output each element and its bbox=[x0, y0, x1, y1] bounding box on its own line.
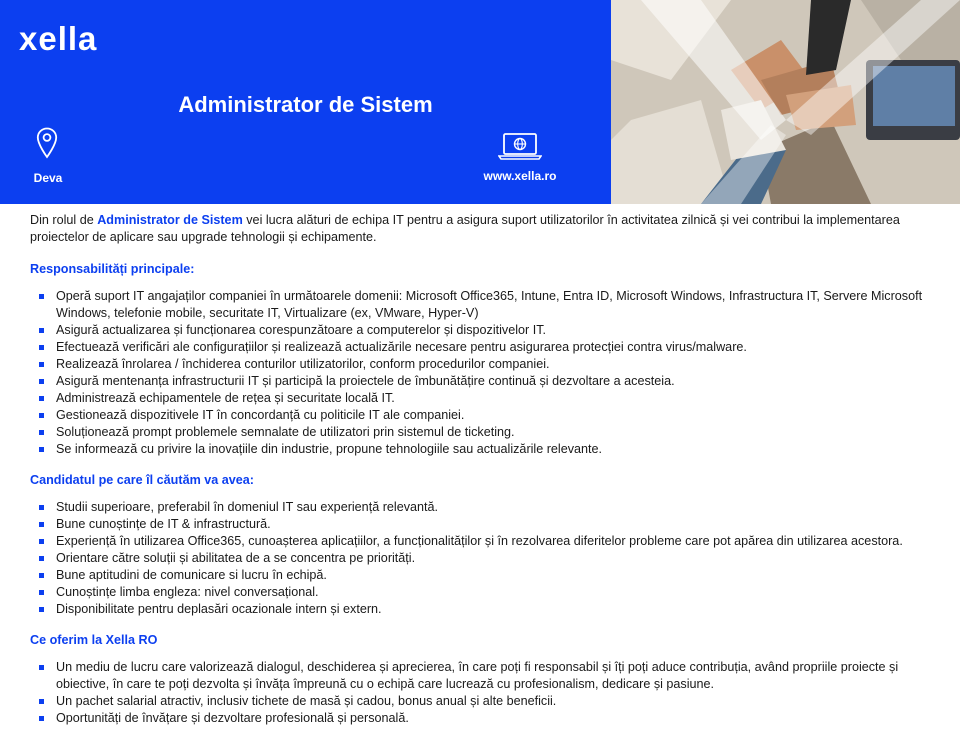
xella-logo: xella bbox=[19, 20, 98, 57]
list-item: Asigură actualizarea și funcționarea corespunzătoare a computerelor și dispozitivelor IT. bbox=[30, 322, 938, 339]
intro-paragraph bbox=[30, 212, 938, 246]
list-item: Bune aptitudini de comunicare si lucru în echipă. bbox=[30, 567, 938, 584]
header-banner bbox=[0, 0, 960, 204]
list-item: Oportunități de învățare și dezvoltare profesională și personală. bbox=[30, 710, 938, 727]
list-item: Cunoștințe limba engleza: nivel conversațional. bbox=[30, 584, 938, 601]
team-hands-photo bbox=[611, 0, 960, 204]
website-link[interactable]: www.xella.ro bbox=[483, 169, 557, 183]
job-description bbox=[30, 212, 938, 741]
intro-text-start: Din rolul de bbox=[30, 213, 98, 227]
section-heading-candidate: Candidatul pe care îl căutăm va avea: bbox=[30, 473, 254, 487]
location-label: Deva bbox=[33, 171, 63, 185]
candidate-requirements-list bbox=[30, 499, 938, 618]
laptop-globe-icon bbox=[498, 132, 542, 165]
intro-text-end: vei lucra alături de echipa IT pentru a asigura suport utilizatorilor în activitatea zilnică și vei contribui la implementarea proiectelor de aplicare sau upgrade tehnologii și echipamente. bbox=[30, 213, 900, 244]
responsibilities-list bbox=[30, 288, 938, 458]
list-item: Asigură mentenanța infrastructurii IT și participă la proiectele de îmbunătățire continuă și dezvoltare a acesteia. bbox=[30, 373, 938, 390]
list-item: Orientare către soluții și abilitatea de a se concentra pe priorități. bbox=[30, 550, 938, 567]
list-item: Realizează înrolarea / închiderea conturilor utilizatorilor, conform procedurilor companiei. bbox=[30, 356, 938, 373]
offer-list bbox=[30, 659, 938, 727]
section-heading-responsibilities: Responsabilități principale: bbox=[30, 262, 195, 276]
list-item: Experiență în utilizarea Office365, cunoașterea aplicațiilor, a funcționalităților și în rezolvarea diferitelor probleme care pot apărea din utilizarea acestora. bbox=[30, 533, 938, 550]
list-item: Un mediu de lucru care valorizează dialogul, deschiderea și aprecierea, în care poți fi responsabil și îți poți aduce contribuția, având propriile proiecte și obiective, în care te poți dezvolta și învăța împreună cu o echipă care lucrează cu profesionalism, dedicare și pasiune. bbox=[30, 659, 938, 693]
list-item: Administrează echipamentele de rețea și securitate locală IT. bbox=[30, 390, 938, 407]
section-heading-offer: Ce oferim la Xella RO bbox=[30, 633, 158, 647]
list-item: Operă suport IT angajaților companiei în următoarele domenii: Microsoft Office365, Intune, Entra ID, Microsoft Windows, Infrastructura IT, Servere Microsoft Windows, telefonie mobile, securitate IT, Virtualizare (ex, VMware, Hyper-V) bbox=[30, 288, 938, 322]
list-item: Se informează cu privire la inovațiile din industrie, propune tehnologiile sau actualizările relevante. bbox=[30, 441, 938, 458]
list-item: Gestionează dispozitivele IT în concordanță cu politicile IT ale companiei. bbox=[30, 407, 938, 424]
location-pin-icon bbox=[36, 127, 58, 164]
intro-role-highlight: Administrator de Sistem bbox=[97, 213, 243, 227]
list-item: Bune cunoștințe de IT & infrastructură. bbox=[30, 516, 938, 533]
list-item: Soluționează prompt problemele semnalate de utilizatori prin sistemul de ticketing. bbox=[30, 424, 938, 441]
list-item: Efectuează verificări ale configurațiilor și realizează actualizările necesare pentru asigurarea protecției contra virus/malware. bbox=[30, 339, 938, 356]
list-item: Studii superioare, preferabil în domeniul IT sau experiență relevantă. bbox=[30, 499, 938, 516]
list-item: Disponibilitate pentru deplasări ocazionale intern și extern. bbox=[30, 601, 938, 618]
job-title: Administrator de Sistem bbox=[178, 92, 433, 117]
list-item: Un pachet salarial atractiv, inclusiv tichete de masă și cadou, bonus anual și alte beneficii. bbox=[30, 693, 938, 710]
